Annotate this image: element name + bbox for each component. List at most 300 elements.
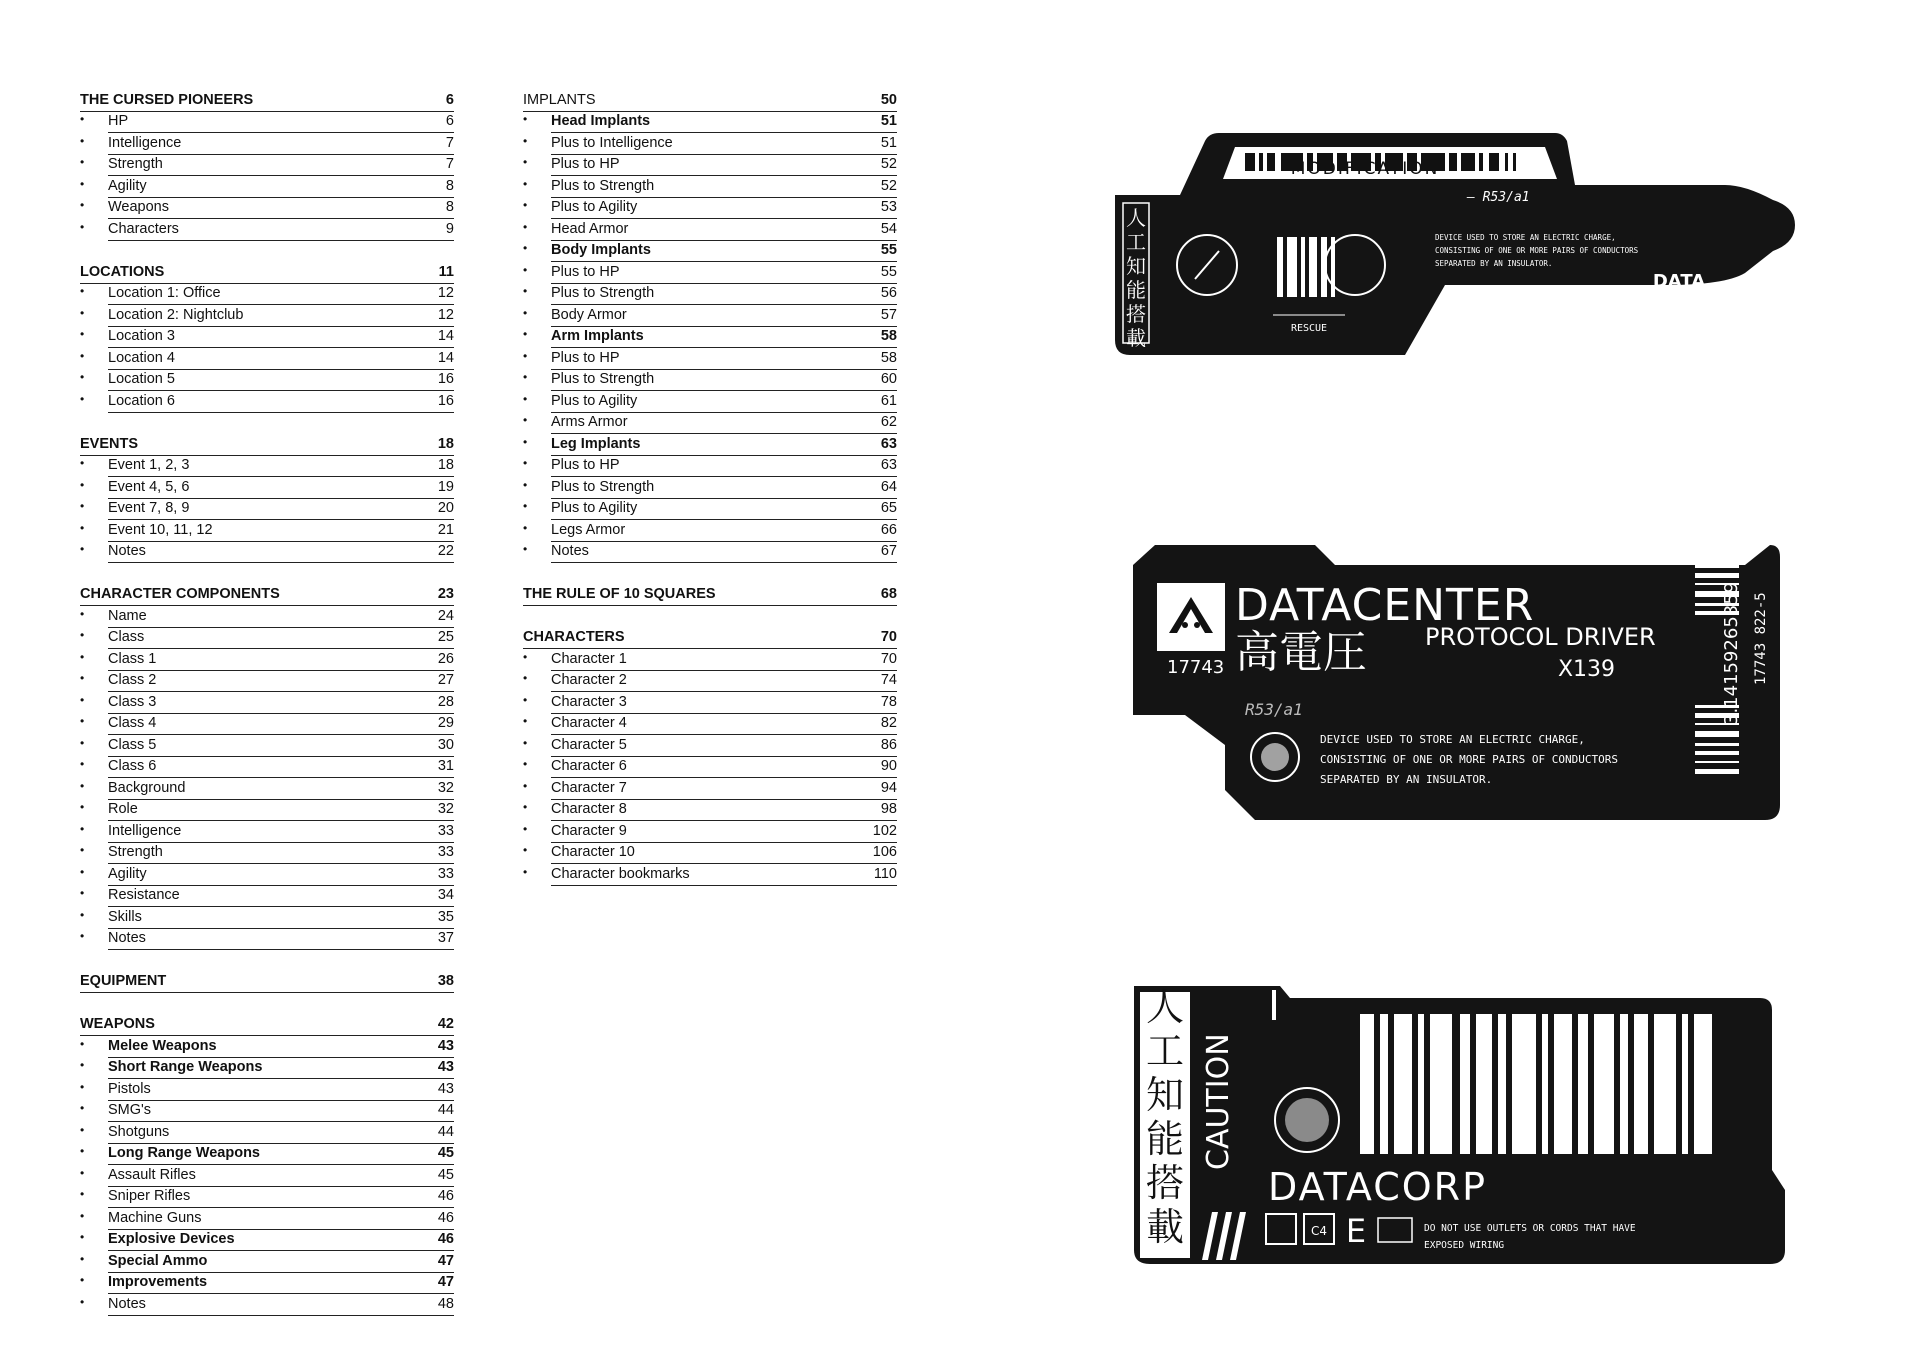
toc-heading-page: 6	[445, 91, 454, 108]
toc-entry-label: Notes	[108, 543, 146, 559]
toc-entry-page: 33	[437, 844, 454, 860]
toc-entry-label: Long Range Weapons	[108, 1145, 260, 1161]
toc-entry[interactable]	[80, 1079, 454, 1101]
toc-entry-page: 43	[437, 1080, 454, 1097]
toc-entry[interactable]	[523, 284, 897, 306]
toc-entry[interactable]	[523, 434, 897, 456]
toc-entry-label: Event 1, 2, 3	[108, 457, 190, 473]
bullet-icon: •	[523, 778, 528, 793]
bullet-icon: •	[523, 499, 528, 513]
toc-section	[80, 972, 454, 994]
toc-entry-label: Character 7	[551, 779, 627, 796]
toc-entry-label: Character 10	[551, 844, 635, 860]
toc-entry[interactable]	[523, 456, 897, 478]
bullet-icon: •	[523, 843, 528, 857]
toc-entry[interactable]	[523, 520, 897, 542]
caution-label: CAUTION	[1201, 1033, 1236, 1170]
datacenter-desc-2: CONSISTING OF ONE OR MORE PAIRS OF CONDUCTORS	[1320, 753, 1619, 766]
toc-heading-page: 23	[437, 586, 454, 602]
toc-entry-label: Event 4, 5, 6	[108, 478, 190, 495]
toc-entry-page: 20	[437, 500, 454, 516]
toc-entry-page: 102	[872, 822, 897, 839]
toc-entry-label: Intelligence	[108, 822, 182, 839]
bullet-icon: •	[80, 305, 85, 320]
toc-section-heading[interactable]	[80, 585, 454, 607]
toc-entry-label: Class 6	[108, 758, 157, 774]
toc-entry-page: 110	[873, 865, 897, 882]
toc-entry[interactable]	[523, 155, 897, 177]
toc-entry-label: Improvements	[108, 1274, 208, 1290]
toc-entry-page: 65	[880, 500, 897, 516]
toc-entry[interactable]	[80, 606, 454, 628]
bullet-icon: •	[523, 800, 528, 814]
toc-entry[interactable]	[80, 1208, 454, 1230]
toc-entry-label: Plus to HP	[551, 349, 620, 366]
toc-entry[interactable]	[523, 413, 897, 435]
toc-entry[interactable]	[80, 456, 454, 478]
bullet-icon: •	[80, 1230, 85, 1244]
bullet-icon: •	[80, 327, 85, 341]
toc-section-heading[interactable]	[80, 262, 454, 284]
datacorp-title: DATACORP	[1268, 1165, 1487, 1209]
toc-entry[interactable]	[523, 327, 897, 349]
bullet-icon: •	[523, 649, 528, 664]
bullet-icon: •	[80, 628, 85, 642]
bullet-icon: •	[523, 456, 528, 470]
toc-entry[interactable]	[80, 1144, 454, 1166]
toc-entry-label: Character 3	[551, 693, 627, 710]
modification-tag	[1105, 125, 1805, 365]
datacenter-model: X139	[1557, 657, 1615, 682]
toc-entry-page: 46	[437, 1231, 454, 1247]
toc-entry-label: Class 1	[108, 650, 157, 667]
toc-entry-label: Event 7, 8, 9	[108, 500, 190, 516]
toc-entry-page: 55	[880, 263, 897, 280]
toc-heading-page: 18	[437, 435, 454, 452]
toc-entry-label: Class 4	[108, 715, 157, 731]
toc-entry-label: Short Range Weapons	[108, 1059, 263, 1075]
toc-entry-page: 18	[437, 457, 454, 473]
toc-entry-label: Location 6	[108, 392, 175, 409]
toc-entry[interactable]	[80, 628, 454, 650]
toc-entry-label: Location 5	[108, 371, 175, 387]
rescue-label: RESCUE	[1290, 323, 1328, 334]
toc-entry[interactable]	[523, 219, 897, 241]
toc-entry-page: 70	[880, 650, 897, 667]
toc-entry-page: 61	[880, 392, 897, 409]
toc-section-heading[interactable]	[523, 585, 897, 607]
toc-entry-page: 45	[437, 1145, 454, 1161]
toc-entry[interactable]	[80, 176, 454, 198]
toc-entry-page: 16	[437, 392, 454, 409]
toc-section-heading[interactable]	[80, 90, 454, 112]
toc-entry[interactable]	[80, 800, 454, 822]
toc-entry-page: 25	[437, 629, 454, 645]
toc-entry-page: 63	[880, 435, 897, 452]
toc-entry-page: 54	[880, 220, 897, 237]
toc-entry-page: 34	[437, 887, 454, 903]
toc-entry-label: Character bookmarks	[551, 865, 690, 882]
bullet-icon: •	[80, 1058, 85, 1072]
bullet-icon: •	[80, 198, 85, 212]
bullet-icon: •	[80, 499, 85, 513]
bullet-icon: •	[80, 1079, 85, 1094]
toc-section	[523, 585, 897, 607]
toc-entry-label: Plus to Agility	[551, 199, 638, 215]
toc-entry[interactable]	[80, 477, 454, 499]
bullet-icon: •	[80, 219, 85, 234]
toc-entry-page: 78	[880, 693, 897, 710]
toc-entry[interactable]	[523, 800, 897, 822]
toc-entry-page: 57	[880, 306, 897, 323]
toc-entry[interactable]	[80, 112, 454, 134]
toc-entry-label: Class 3	[108, 693, 157, 710]
toc-entry[interactable]	[80, 1122, 454, 1144]
bullet-icon: •	[523, 477, 528, 492]
toc-entry-page: 55	[880, 242, 897, 258]
toc-entry-label: Skills	[108, 908, 142, 925]
bullet-icon: •	[80, 477, 85, 492]
toc-entry-label: Class 5	[108, 736, 157, 753]
toc-entry[interactable]	[523, 649, 897, 671]
toc-entry[interactable]	[523, 176, 897, 198]
toc-entry[interactable]	[80, 1294, 454, 1316]
bullet-icon: •	[523, 671, 528, 685]
toc-entry[interactable]	[523, 542, 897, 564]
toc-entry-label: Event 10, 11, 12	[108, 521, 213, 538]
toc-entry-page: 51	[880, 134, 897, 151]
toc-heading-label: EVENTS	[80, 435, 139, 452]
bullet-icon: •	[80, 520, 85, 535]
bullet-icon: •	[80, 735, 85, 750]
modification-desc-1: DEVICE USED TO STORE AN ELECTRIC CHARGE,	[1435, 233, 1616, 242]
toc-entry-page: 21	[437, 521, 454, 538]
datacenter-desc-1: DEVICE USED TO STORE AN ELECTRIC CHARGE,	[1320, 733, 1585, 746]
toc-entry-label: Plus to Agility	[551, 392, 638, 409]
modification-kanji: 人工知能搭載	[1126, 206, 1146, 350]
toc-section-heading[interactable]	[523, 628, 897, 650]
bullet-icon: •	[80, 757, 85, 771]
bullet-icon: •	[80, 176, 85, 191]
toc-entry-page: 9	[445, 220, 454, 237]
toc-entry-page: 94	[880, 779, 897, 796]
toc-entry-page: 46	[437, 1188, 454, 1204]
toc-entry-label: Characters	[108, 220, 179, 237]
datacenter-kanji: 高電圧	[1235, 627, 1367, 678]
toc-entry-label: Plus to Strength	[551, 177, 655, 194]
toc-heading-page: 11	[438, 263, 454, 280]
toc-entry[interactable]	[80, 198, 454, 220]
bullet-icon: •	[80, 284, 85, 298]
bullet-icon: •	[80, 112, 85, 126]
toc-entry[interactable]	[523, 714, 897, 736]
toc-entry-label: Body Implants	[551, 242, 651, 258]
toc-entry[interactable]	[80, 542, 454, 564]
toc-section	[80, 585, 454, 951]
hole-icon	[1779, 281, 1787, 289]
toc-section-heading[interactable]	[80, 972, 454, 994]
toc-heading-label: THE CURSED PIONEERS	[80, 91, 254, 108]
toc-entry-page: 43	[437, 1059, 454, 1075]
bullet-icon: •	[523, 241, 528, 255]
bullet-icon: •	[523, 692, 528, 707]
toc-heading-page: 42	[437, 1016, 454, 1032]
modification-desc-3: SEPARATED BY AN INSULATOR.	[1435, 259, 1553, 268]
toc-entry-label: Machine Guns	[108, 1209, 202, 1226]
toc-entry-page: 26	[437, 650, 454, 667]
toc-entry-label: Notes	[108, 1295, 146, 1312]
bullet-icon: •	[80, 1208, 85, 1223]
toc-entry[interactable]	[80, 735, 454, 757]
toc-entry-page: 33	[437, 865, 454, 882]
toc-entry-page: 8	[445, 177, 454, 194]
toc-entry[interactable]	[80, 133, 454, 155]
bullet-icon: •	[523, 112, 528, 126]
bullet-icon: •	[523, 391, 528, 406]
datacenter-code: R53/a1	[1245, 700, 1303, 719]
c4-icon: C4	[1310, 1224, 1328, 1238]
toc-entry-page: 44	[437, 1102, 454, 1118]
bullet-icon: •	[80, 1036, 85, 1051]
toc-entry-page: 7	[445, 156, 454, 172]
toc-entry-page: 37	[437, 930, 454, 946]
toc-entry-label: Character 9	[551, 822, 627, 839]
toc-entry-label: Character 5	[551, 736, 627, 753]
toc-entry-label: Location 3	[108, 328, 175, 344]
toc-entry-label: Class	[108, 629, 145, 645]
toc-entry-label: Background	[108, 779, 186, 796]
modification-code: – R53/a1	[1467, 190, 1530, 205]
toc-entry[interactable]	[80, 1273, 454, 1295]
toc-entry-label: Character 8	[551, 801, 627, 817]
toc-entry[interactable]	[523, 391, 897, 413]
toc-section-heading[interactable]	[80, 434, 454, 456]
toc-entry[interactable]	[80, 757, 454, 779]
bullet-icon: •	[523, 176, 528, 191]
toc-entry-page: 86	[880, 736, 897, 753]
bullet-icon: •	[523, 155, 528, 169]
toc-entry[interactable]	[80, 1058, 454, 1080]
toc-section	[80, 434, 454, 563]
toc-entry[interactable]	[80, 864, 454, 886]
toc-entry[interactable]	[80, 649, 454, 671]
toc-entry-page: 64	[880, 478, 897, 495]
toc-entry[interactable]	[80, 348, 454, 370]
bullet-icon: •	[523, 219, 528, 234]
bullet-icon: •	[80, 800, 85, 814]
bullet-icon: •	[523, 198, 528, 212]
toc-entry-page: 60	[880, 371, 897, 387]
toc-entry[interactable]	[523, 778, 897, 800]
toc-heading-label: THE RULE OF 10 SQUARES	[523, 586, 716, 602]
toc-entry[interactable]	[80, 155, 454, 177]
toc-entry[interactable]	[523, 198, 897, 220]
bullet-icon: •	[523, 542, 528, 556]
toc-entry[interactable]	[523, 370, 897, 392]
toc-entry[interactable]	[80, 778, 454, 800]
datacorp-tag	[1120, 980, 1800, 1280]
toc-entry-label: Notes	[108, 930, 146, 946]
toc-section	[80, 1015, 454, 1316]
toc-entry[interactable]	[80, 692, 454, 714]
bullet-icon: •	[523, 757, 528, 771]
bullet-icon: •	[523, 262, 528, 277]
bullet-icon: •	[80, 1122, 85, 1137]
bullet-icon: •	[80, 606, 85, 621]
toc-entry[interactable]	[523, 262, 897, 284]
toc-entry-label: Legs Armor	[551, 521, 626, 538]
toc-entry[interactable]	[80, 520, 454, 542]
toc-entry-page: 58	[880, 349, 897, 366]
toc-entry-page: 24	[437, 607, 454, 624]
toc-entry[interactable]	[80, 1101, 454, 1123]
toc-entry[interactable]	[80, 907, 454, 929]
toc-entry-page: 30	[437, 736, 454, 753]
bullet-icon: •	[80, 843, 85, 857]
toc-entry-page: 19	[437, 478, 454, 495]
toc-entry-label: HP	[108, 113, 129, 129]
toc-entry-label: Plus to Strength	[551, 478, 655, 495]
toc-entry-page: 14	[437, 328, 454, 344]
bullet-icon: •	[523, 370, 528, 384]
toc-entry[interactable]	[523, 305, 897, 327]
toc-entry-page: 67	[880, 543, 897, 559]
toc-entry[interactable]	[523, 821, 897, 843]
bullet-icon: •	[80, 155, 85, 169]
toc-entry-label: Melee Weapons	[108, 1037, 217, 1054]
toc-entry[interactable]	[80, 1187, 454, 1209]
toc-entry-page: 28	[437, 693, 454, 710]
toc-entry[interactable]	[80, 1251, 454, 1273]
toc-section	[523, 90, 897, 563]
toc-entry-page: 47	[437, 1252, 454, 1269]
toc-entry[interactable]	[523, 757, 897, 779]
toc-entry[interactable]	[80, 843, 454, 865]
toc-entry[interactable]	[523, 692, 897, 714]
toc-entry[interactable]	[80, 219, 454, 241]
toc-entry-label: Head Armor	[551, 220, 629, 237]
bullet-icon: •	[80, 370, 85, 384]
toc-entry-label: Plus to Strength	[551, 285, 655, 301]
toc-heading-label: IMPLANTS	[523, 91, 596, 108]
bullet-icon: •	[523, 413, 528, 427]
toc-entry-page: 74	[880, 672, 897, 688]
toc-entry-page: 46	[437, 1209, 454, 1226]
toc-heading-page: 70	[880, 629, 897, 645]
bullet-icon: •	[80, 1187, 85, 1201]
datacenter-title: DATACENTER	[1235, 580, 1535, 631]
toc-entry-page: 82	[880, 715, 897, 731]
toc-entry[interactable]	[523, 477, 897, 499]
toc-entry[interactable]	[80, 671, 454, 693]
toc-entry-label: Special Ammo	[108, 1252, 208, 1269]
toc-section-heading[interactable]	[523, 90, 897, 112]
bullet-icon: •	[523, 434, 528, 449]
toc-entry[interactable]	[80, 886, 454, 908]
toc-entry-label: Agility	[108, 177, 147, 194]
toc-entry-label: Location 4	[108, 349, 175, 366]
toc-entry-label: Location 1: Office	[108, 285, 221, 301]
toc-entry-label: Character 4	[551, 715, 627, 731]
datacenter-desc-3: SEPARATED BY AN INSULATOR.	[1320, 773, 1493, 786]
toc-entry-label: Leg Implants	[551, 435, 641, 452]
bullet-icon: •	[523, 284, 528, 298]
toc-entry[interactable]	[80, 499, 454, 521]
toc-entry-label: Plus to HP	[551, 263, 620, 280]
bullet-icon: •	[80, 692, 85, 707]
bullet-icon: •	[80, 542, 85, 556]
toc-entry-page: 56	[880, 285, 897, 301]
toc-entry[interactable]	[80, 284, 454, 306]
toc-entry[interactable]	[80, 370, 454, 392]
bullet-icon: •	[523, 327, 528, 341]
toc-entry[interactable]	[80, 821, 454, 843]
bullet-icon: •	[523, 305, 528, 320]
toc-entry-page: 12	[437, 285, 454, 301]
toc-entry-page: 58	[880, 328, 897, 344]
toc-entry[interactable]	[80, 1230, 454, 1252]
toc-entry[interactable]	[80, 305, 454, 327]
bullet-icon: •	[80, 864, 85, 879]
toc-entry[interactable]	[80, 1165, 454, 1187]
toc-section-heading[interactable]	[80, 1015, 454, 1037]
toc-entry-label: Resistance	[108, 887, 180, 903]
toc-entry[interactable]	[523, 348, 897, 370]
toc-entry-page: 29	[437, 715, 454, 731]
toc-entry[interactable]	[523, 133, 897, 155]
toc-entry[interactable]	[523, 735, 897, 757]
toc-entry-page: 51	[880, 113, 897, 129]
toc-entry[interactable]	[523, 843, 897, 865]
bullet-icon: •	[80, 391, 85, 406]
toc-entry[interactable]	[80, 327, 454, 349]
toc-entry-label: Weapons	[108, 199, 169, 215]
toc-entry-label: Strength	[108, 844, 163, 860]
toc-entry[interactable]	[80, 391, 454, 413]
toc-heading-page: 38	[437, 973, 454, 989]
toc-heading-label: EQUIPMENT	[80, 973, 167, 989]
toc-entry-label: Agility	[108, 865, 147, 882]
toc-entry[interactable]	[523, 241, 897, 263]
toc-entry-label: Character 6	[551, 758, 627, 774]
toc-entry[interactable]	[523, 864, 897, 886]
toc-entry-page: 6	[445, 113, 454, 129]
toc-entry[interactable]	[80, 929, 454, 951]
toc-left-column	[80, 90, 454, 1337]
toc-entry-label: Notes	[551, 543, 589, 559]
toc-entry-page: 14	[437, 349, 454, 366]
toc-entry-label: SMG's	[108, 1102, 152, 1118]
toc-entry-label: Explosive Devices	[108, 1231, 235, 1247]
toc-entry[interactable]	[523, 499, 897, 521]
bullet-icon: •	[80, 821, 85, 836]
toc-entry-page: 33	[437, 822, 454, 839]
toc-section	[80, 262, 454, 413]
toc-section	[80, 90, 454, 241]
bullet-icon: •	[80, 929, 85, 943]
toc-entry-page: 16	[437, 371, 454, 387]
toc-entry[interactable]	[523, 112, 897, 134]
toc-entry-page: 8	[445, 199, 454, 215]
toc-entry-page: 66	[880, 521, 897, 538]
toc-entry-label: Role	[108, 801, 138, 817]
toc-entry[interactable]	[80, 1036, 454, 1058]
toc-heading-label: CHARACTERS	[523, 629, 625, 645]
toc-entry-page: 90	[880, 758, 897, 774]
toc-entry[interactable]	[523, 671, 897, 693]
bullet-icon: •	[80, 778, 85, 793]
toc-entry[interactable]	[80, 714, 454, 736]
